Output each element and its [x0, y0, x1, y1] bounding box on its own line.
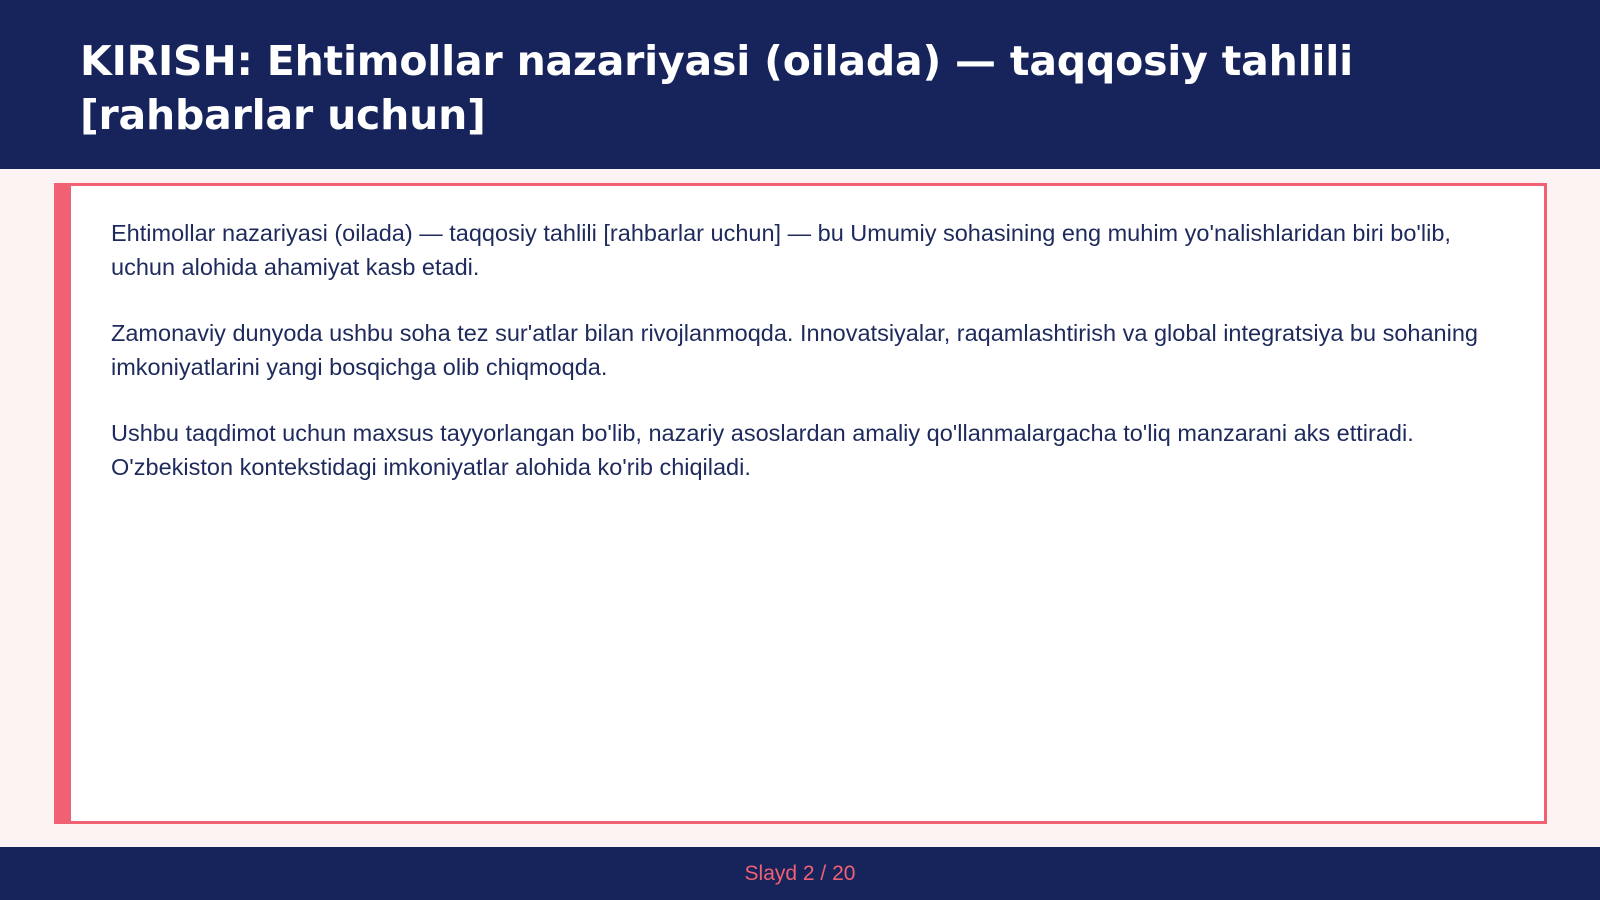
slide-header	[0, 0, 1600, 169]
content-card	[54, 183, 1547, 824]
slide-title: KIRISH: Ehtimollar nazariyasi (oilada) — taqqosiy tahlili [rahbarlar uchun]	[80, 37, 1353, 139]
paragraph-intro: Ehtimollar nazariyasi (oilada) — taqqosiy tahlili [rahbarlar uchun] — bu Umumiy sohasining eng muhim yo'nalishlaridan biri bo'lib, uchun alohida ahamiyat kasb etadi.	[111, 220, 1451, 280]
slide-counter: Slayd 2 / 20	[744, 861, 856, 885]
paragraph-presentation: Ushbu taqdimot uchun maxsus tayyorlangan bo'lib, nazariy asoslardan amaliy qo'llanmalargacha to'liq manzarani aks ettiradi. O'zbekiston kontekstidagi imkoniyatlar alohida ko'rib chiqiladi.	[111, 420, 1414, 480]
slide-footer	[0, 847, 1600, 900]
paragraph-modern-world: Zamonaviy dunyoda ushbu soha tez sur'atlar bilan rivojlanmoqda. Innovatsiyalar, raqamlashtirish va global integratsiya bu sohaning imkoniyatlarini yangi bosqichga olib chiqmoqda.	[111, 320, 1478, 380]
